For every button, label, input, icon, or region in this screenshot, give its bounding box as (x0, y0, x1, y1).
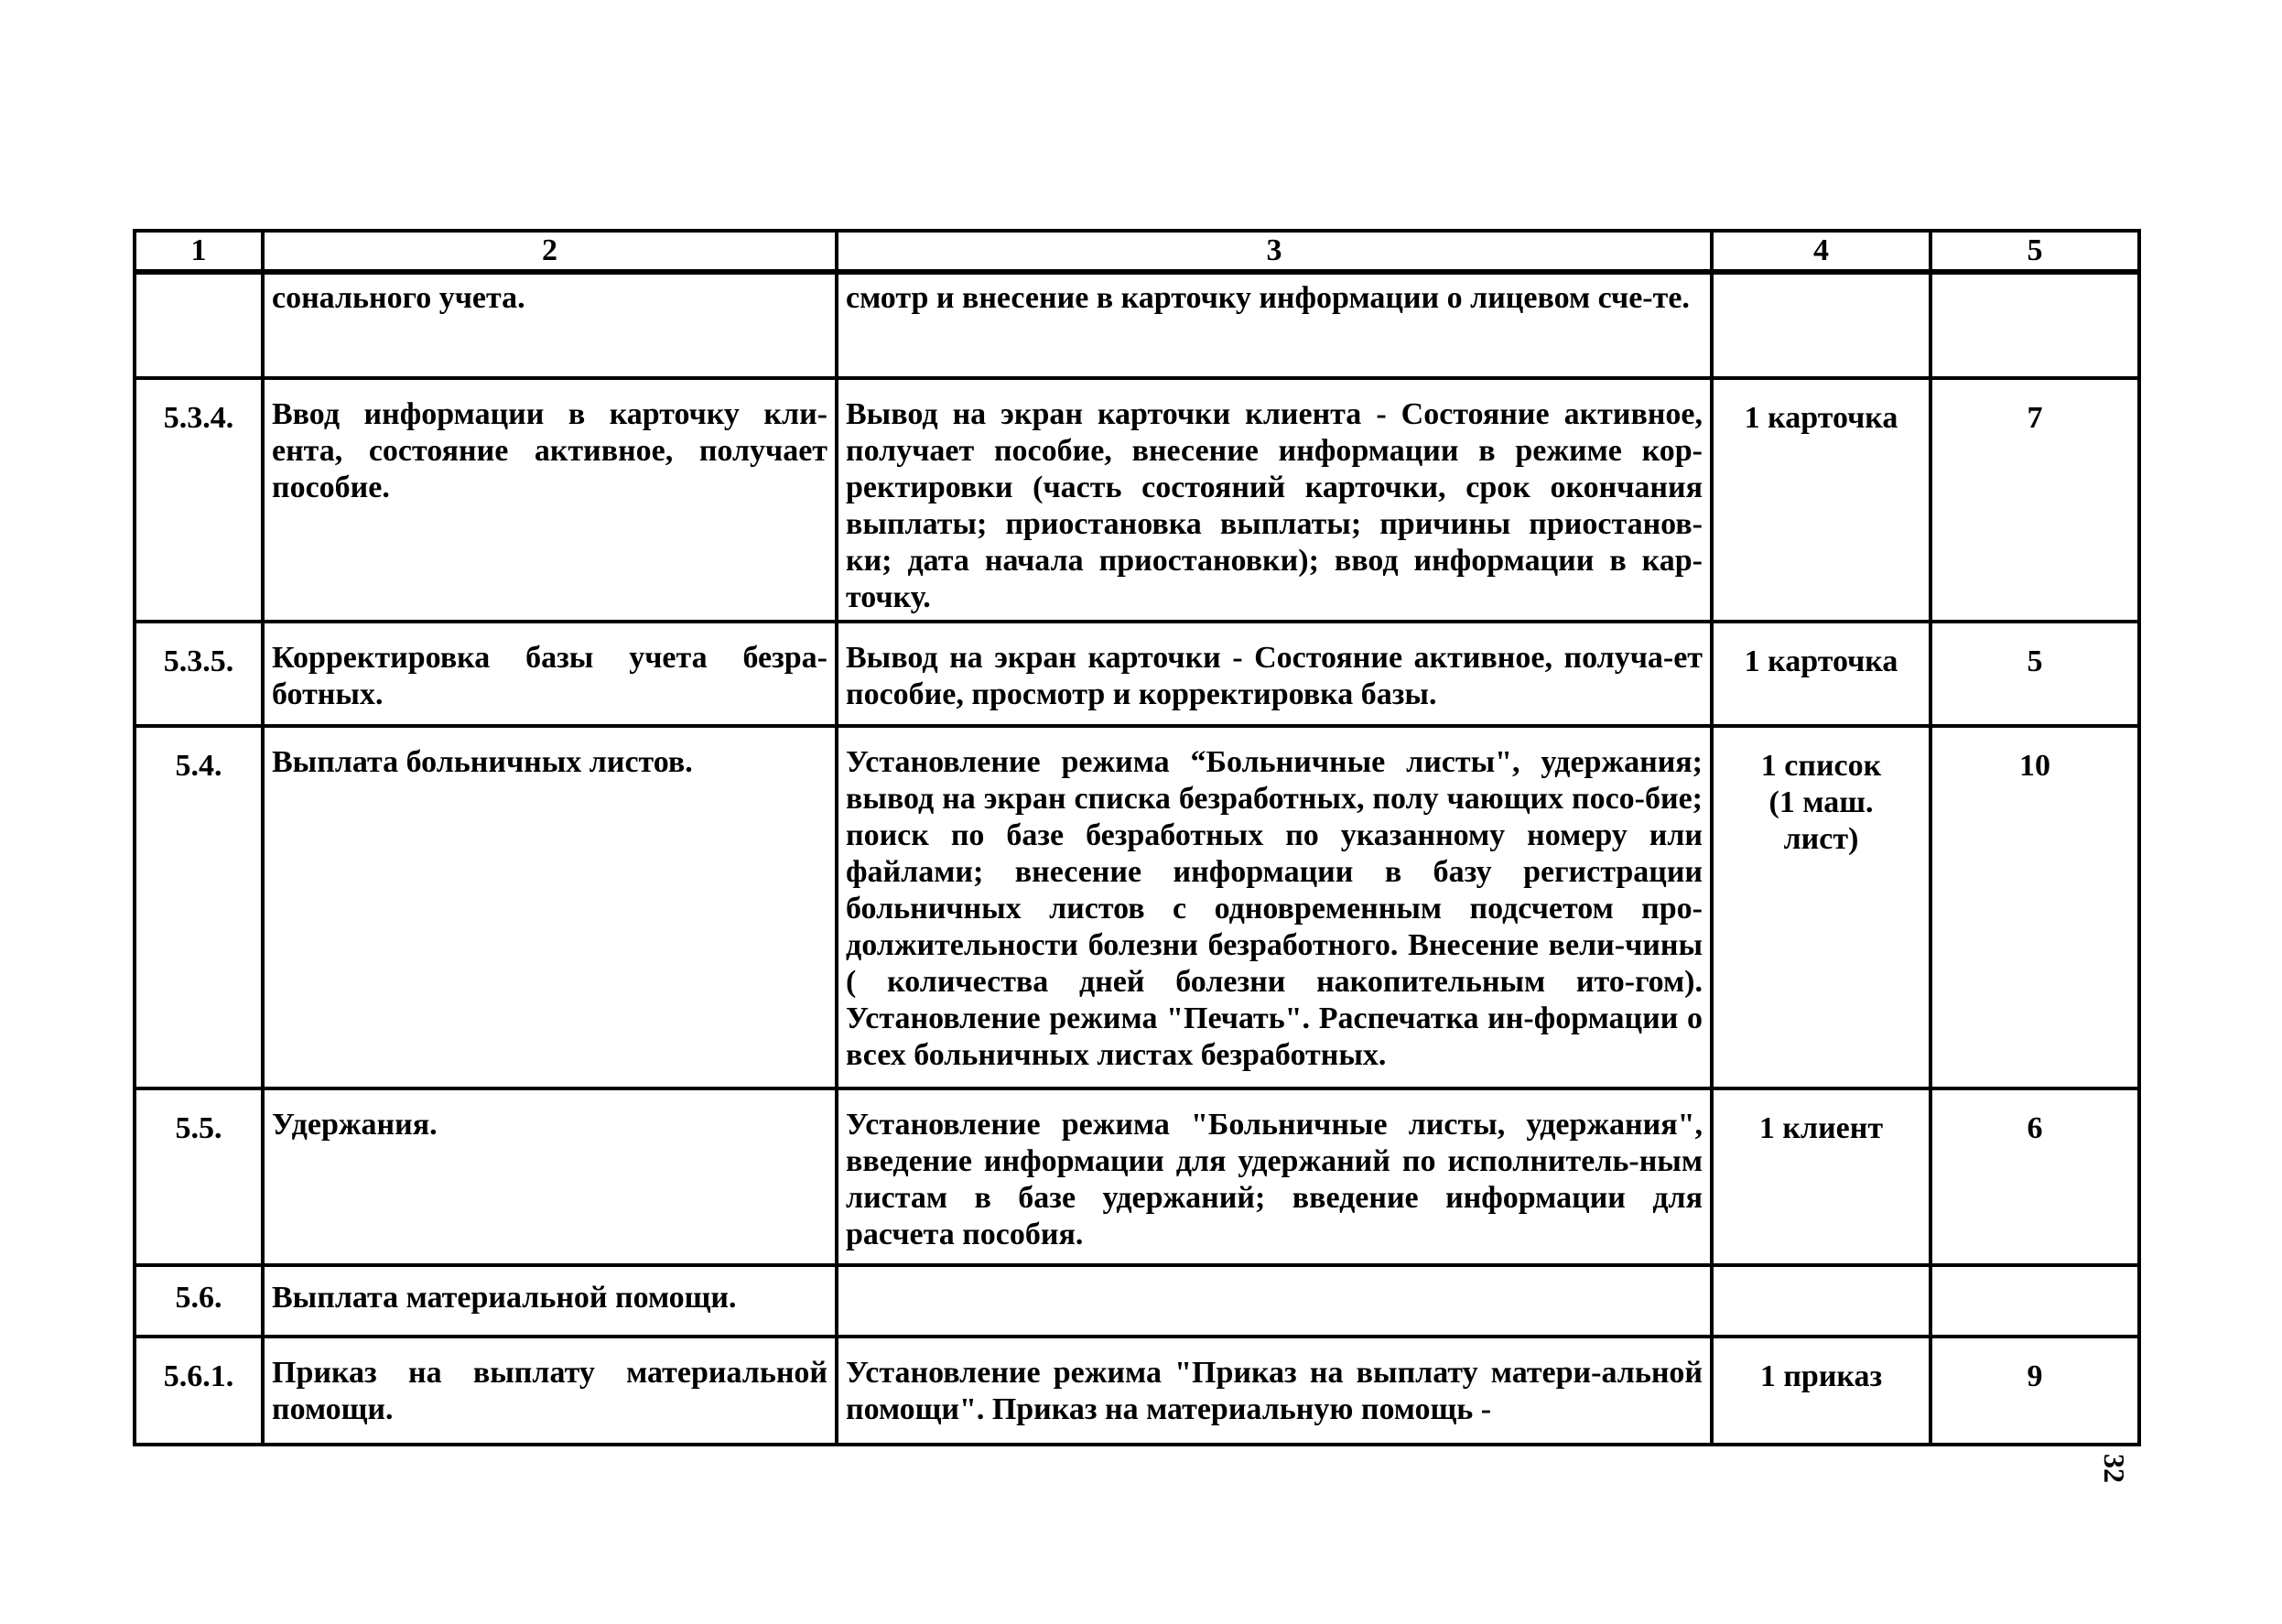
operation-description: Вывод на экран карточки - Состояние активное, получа-ет пособие, просмотр и корректировка базы. (837, 622, 1712, 726)
norm-value (1931, 1265, 2139, 1337)
operation-description (837, 1265, 1712, 1337)
table-row (135, 1337, 2139, 1445)
measurement-unit: 1 карточка (1712, 622, 1931, 726)
norm-value: 5 (1931, 622, 2139, 726)
column-number-4: 4 (1712, 231, 1931, 272)
item-number (135, 272, 263, 378)
column-number-2: 2 (263, 231, 837, 272)
operation-description: Установление режима "Больничные листы, удержания", введение информации для удержаний по исполнитель-ным листам в базе удержаний; введение информации для расчета пособия. (837, 1088, 1712, 1265)
measurement-unit: 1 приказ (1712, 1337, 1931, 1445)
item-number: 5.3.4. (135, 378, 263, 622)
table-row (135, 726, 2139, 1088)
item-number: 5.6.1. (135, 1337, 263, 1445)
work-norms-table (133, 229, 2141, 1446)
operation-description: Установление режима "Приказ на выплату матери-альной помощи". Приказ на материальную помощь - (837, 1337, 1712, 1445)
operation-description: смотр и внесение в карточку информации о лицевом сче-те. (837, 272, 1712, 378)
item-number: 5.4. (135, 726, 263, 1088)
item-number: 5.6. (135, 1265, 263, 1337)
norm-value: 9 (1931, 1337, 2139, 1445)
norm-value: 10 (1931, 726, 2139, 1088)
column-number-row (135, 231, 2139, 272)
operation-name: Корректировка базы учета безра-ботных. (263, 622, 837, 726)
measurement-unit: 1 клиент (1712, 1088, 1931, 1265)
operation-name: Приказ на выплату материальной помощи. (263, 1337, 837, 1445)
operation-name: Ввод информации в карточку кли-ента, состояние активное, получает пособие. (263, 378, 837, 622)
operation-description: Установление режима “Больничные листы", удержания; вывод на экран списка безработных, полу чающих посо-бие; поиск по базе безработных по указанному номеру или файлами; внесение информации в базу регистрации больничных листов с одновременным подсчетом про-должительности болезни безработного. Внесение вели-чины ( количества дней болезни накопительным ито-гом). Установление режима "Печать". Распечатка ин-формации о всех больничных листах безработных. (837, 726, 1712, 1088)
measurement-unit: 1 список (1 маш. лист) (1712, 726, 1931, 1088)
measurement-unit: 1 карточка (1712, 378, 1931, 622)
table-row (135, 1088, 2139, 1265)
operation-name: Выплата материальной помощи. (263, 1265, 837, 1337)
operation-name: Удержания. (263, 1088, 837, 1265)
measurement-unit (1712, 272, 1931, 378)
operation-description: Вывод на экран карточки клиента - Состояние активное, получает пособие, внесение информации в режиме кор-ректировки (часть состояний карточки, срок окончания выплаты; приостановка выплаты; причины приостанов-ки; дата начала приостановки); ввод информации в кар-точку. (837, 378, 1712, 622)
page-number: 32 (2098, 1454, 2131, 1483)
operation-name: Выплата больничных листов. (263, 726, 837, 1088)
column-number-5: 5 (1931, 231, 2139, 272)
operation-name: сонального учета. (263, 272, 837, 378)
table-row (135, 272, 2139, 378)
table-row (135, 378, 2139, 622)
item-number: 5.3.5. (135, 622, 263, 726)
norm-value (1931, 272, 2139, 378)
table-row (135, 1265, 2139, 1337)
column-number-3: 3 (837, 231, 1712, 272)
norm-value: 6 (1931, 1088, 2139, 1265)
measurement-unit (1712, 1265, 1931, 1337)
norm-value: 7 (1931, 378, 2139, 622)
table-row (135, 622, 2139, 726)
column-number-1: 1 (135, 231, 263, 272)
item-number: 5.5. (135, 1088, 263, 1265)
